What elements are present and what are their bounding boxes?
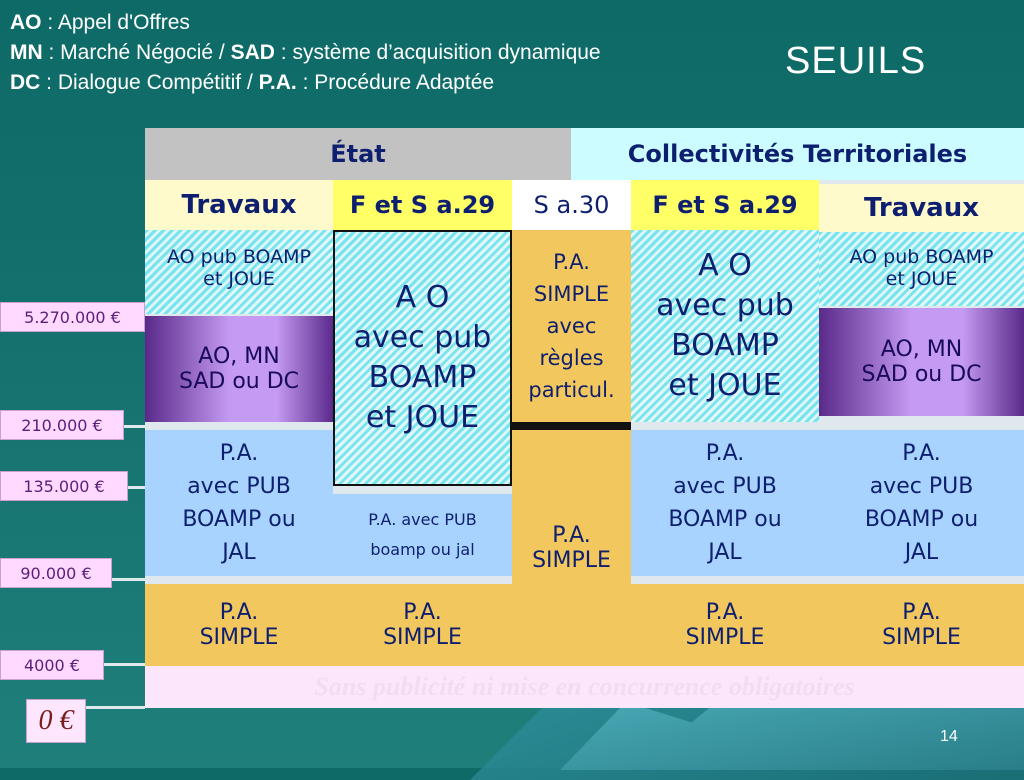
subheader-travaux-etat: Travaux (145, 180, 333, 230)
bottom-note: Sans publicité ni mise en concurrence obligatoires (145, 666, 1024, 708)
abbr-dc: DC (10, 71, 41, 94)
subheader-travaux-coll: Travaux (819, 184, 1024, 232)
threshold-210000: 210.000 € (0, 410, 124, 440)
threshold-135000: 135.000 € (0, 471, 128, 501)
cell-text: JAL (708, 540, 742, 565)
page-number: 14 (940, 728, 958, 745)
cell-text: P.A. (705, 441, 745, 466)
cell-text: P.A. avec PUB (368, 510, 477, 529)
cell-text: P.A. (552, 523, 591, 548)
cell-text: AO, MN (880, 337, 963, 362)
subheader-fs29-etat: F et S a.29 (333, 180, 512, 230)
cell-text: SAD ou DC (178, 369, 300, 394)
abbreviation-legend (10, 8, 601, 98)
header-collectivites: Collectivités Territoriales (571, 128, 1024, 180)
cell-pa-simple-s30 (512, 430, 631, 666)
slide-title: SEUILS (785, 40, 927, 82)
cell-text: SAD ou DC (861, 362, 982, 387)
abbr-pa: P.A. (258, 71, 297, 94)
legend-line-mn (10, 38, 601, 68)
cell-text: SIMPLE (882, 625, 961, 650)
abbr-mn: MN (10, 41, 43, 64)
subheader-s30: S a.30 (512, 180, 631, 230)
cell-ao-pub-coll (819, 232, 1024, 306)
cell-pa-pub-etat (145, 430, 333, 576)
cell-text: BOAMP ou (182, 507, 296, 532)
cell-text: SIMPLE (685, 625, 765, 650)
cell-text: AO pub BOAMP (166, 246, 312, 268)
cell-text: règles (539, 346, 604, 370)
cell-text: avec pub (353, 320, 492, 355)
cell-text: JAL (222, 540, 256, 565)
subheader-fs29-coll: F et S a.29 (631, 180, 819, 230)
cell-text: A O (395, 280, 450, 315)
cell-text: avec PUB (673, 474, 777, 499)
threshold-line (112, 578, 145, 581)
cell-pa-pub-fs-etat (333, 494, 512, 576)
cell-text: P.A. (902, 600, 941, 625)
cell-text: JAL (904, 540, 939, 565)
cell-pa-pub-fs-coll (631, 430, 819, 576)
cell-pa-simple-fs-etat (333, 584, 512, 666)
cell-text: P.A. (902, 441, 941, 466)
threshold-line (86, 706, 145, 709)
cell-ao-pub-fs-etat (333, 230, 512, 486)
legend-text: : Procédure Adaptée (296, 71, 495, 94)
threshold-0: 0 € (26, 699, 86, 743)
threshold-5270000: 5.270.000 € (0, 302, 145, 332)
cell-text: SIMPLE (383, 625, 462, 650)
threshold-line (104, 663, 145, 666)
cell-text: et JOUE (668, 368, 782, 403)
cell-text: P.A. (403, 600, 442, 625)
threshold-divider (512, 422, 631, 430)
cell-pa-simple-regles (512, 230, 631, 422)
cell-pa-pub-coll (819, 430, 1024, 576)
cell-ao-mn-coll (819, 308, 1024, 416)
cell-text: A O (698, 248, 752, 283)
cell-text: et JOUE (203, 268, 275, 290)
header-etat: État (145, 128, 571, 180)
cell-pa-simple-etat (145, 584, 333, 666)
threshold-line (126, 486, 145, 489)
cell-text: BOAMP (368, 360, 477, 395)
cell-text: SIMPLE (533, 282, 610, 306)
legend-text: : système d’acquisition dynamique (274, 41, 601, 64)
legend-text: : Marché Négocié / (42, 41, 231, 64)
threshold-4000: 4000 € (0, 650, 104, 680)
legend-text: : Dialogue Compétitif / (40, 71, 259, 94)
cell-pa-simple-fs-coll (631, 584, 819, 666)
cell-text: P.A. (219, 441, 259, 466)
threshold-90000: 90.000 € (0, 558, 112, 588)
cell-text: AO, MN (198, 344, 280, 369)
cell-text: BOAMP ou (668, 507, 782, 532)
cell-text: boamp ou jal (370, 540, 475, 559)
cell-text: et JOUE (365, 400, 480, 435)
cell-text: avec pub (656, 288, 794, 323)
cell-text: avec PUB (869, 474, 974, 499)
cell-text: P.A. (553, 250, 590, 274)
cell-pa-simple-coll (819, 584, 1024, 666)
cell-text: et JOUE (885, 268, 958, 290)
legend-line-dc (10, 68, 601, 98)
cell-text: P.A. (705, 600, 745, 625)
abbr-sad: SAD (230, 41, 275, 64)
cell-text: particul. (528, 378, 615, 402)
cell-text: SIMPLE (532, 548, 611, 573)
cell-text: AO pub BOAMP (849, 246, 994, 268)
abbr-ao: AO (10, 11, 42, 34)
legend-line-ao (10, 8, 601, 38)
cell-ao-pub-etat (145, 230, 333, 314)
cell-text: avec PUB (187, 474, 291, 499)
cell-text: BOAMP (671, 328, 779, 363)
cell-text: SIMPLE (199, 625, 279, 650)
cell-text: P.A. (219, 600, 259, 625)
cell-text: avec (546, 314, 597, 338)
cell-ao-mn-etat (145, 316, 333, 422)
legend-text: : Appel d'Offres (41, 11, 190, 34)
cell-ao-pub-fs-coll (631, 230, 819, 422)
cell-text: BOAMP ou (864, 507, 979, 532)
